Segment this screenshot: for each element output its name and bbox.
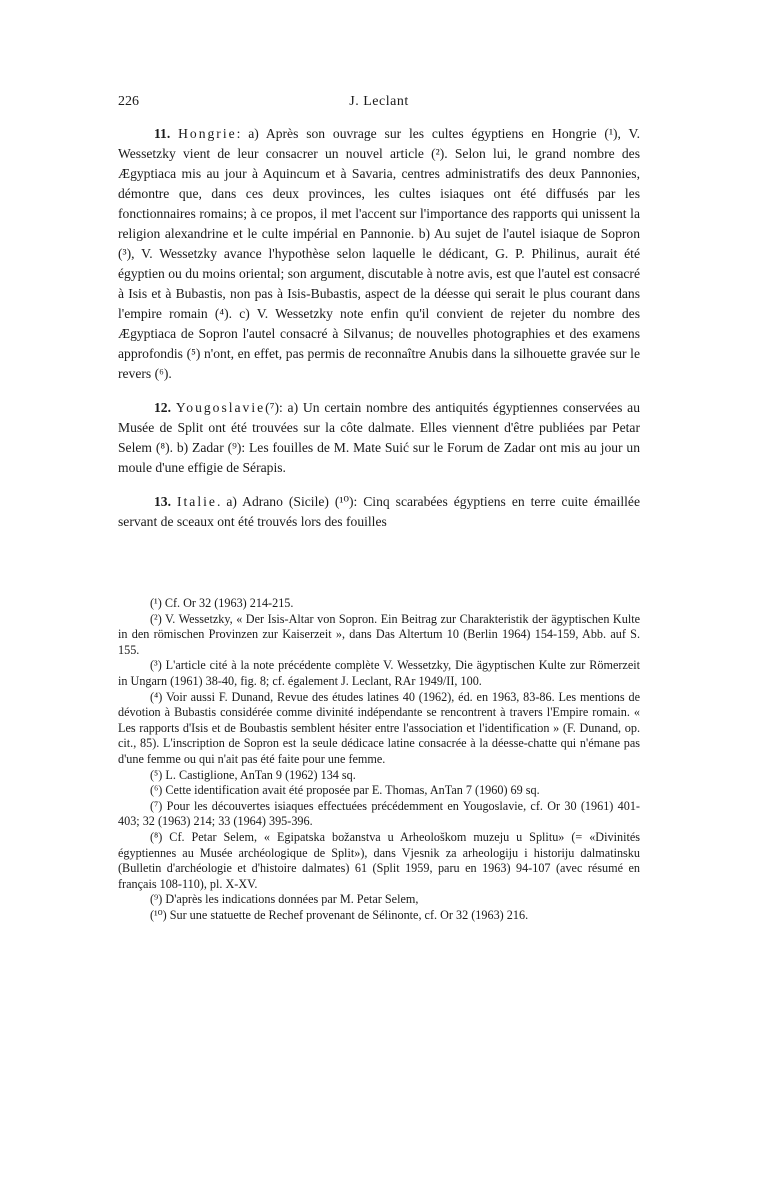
- footnote-5: (⁵) L. Castiglione, AnTan 9 (1962) 134 sq.: [150, 767, 356, 782]
- footnotes: [118, 596, 640, 923]
- section-text: : a) Après son ouvrage sur les cultes égyptiens en Hongrie (¹), V. Wessetzky vient de leur consacrer un nouvel article (²). Selon lui, le grand nombre des Ægyptiaca mis au jour à Aquincum et à Savaria, centres administratifs des deux Pannonies, démontre que, dans ces deux provinces, les cultes isiaques ont été diffusés par les fonctionnaires romains; à ce propos, il met l'accent sur l'importance des rapports qui unissent la religion alexandrine et le culte impérial en Pannonie. b) Au sujet de l'autel isiaque de Sopron (³), V. Wessetzky avance l'hypothèse selon laquelle le dédicant, G. P. Philinus, aurait été égyptien ou du moins oriental; son argument, discutable à notre avis, est que l'autel est consacré à Isis et à Bubastis, non pas à Isis-Bubastis, aspect de la déesse qui serait le plus courant dans l'empire romain (⁴). c) V. Wessetzky note enfin qu'il convient de rejeter du nombre des Ægyptiaca de Sopron l'autel consacré à Silvanus; de nouvelles photographies et des examens approfondis (⁵) n'ont, en effet, pas permis de reconnaître Anubis dans la silhouette gravée sur le revers (⁶).: [118, 126, 640, 381]
- footnote-7: (⁷) Pour les découvertes isiaques effectuées précédemment en Yougoslavie, cf. Or 30 (1961) 401-403; 32 (1963) 214; 33 (1964) 395-396.: [118, 798, 640, 829]
- footnote-6: (⁶) Cette identification avait été proposée par E. Thomas, AnTan 7 (1960) 69 sq.: [150, 783, 540, 798]
- page-number: 226: [118, 94, 139, 109]
- section-text: . a) Adrano (Sicile) (¹⁰): Cinq scarabées égyptiens en terre cuite émaillée servant de sceaux ont été trouvés lors des fouilles: [118, 494, 640, 529]
- footnote-1: (¹) Cf. Or 32 (1963) 214-215.: [150, 596, 294, 610]
- section-title: Italie: [177, 494, 217, 509]
- section-title: Yougoslavie: [175, 400, 266, 415]
- section-number: 13.: [154, 494, 171, 509]
- section-hongrie: [118, 124, 640, 384]
- footnote-4: (⁴) Voir aussi F. Dunand, Revue des études latines 40 (1962), éd. en 1963, 83-86. Les mentions de dévotion à Bubastis considérée comme divinité indépendante se rencontrent à travers l'Empire romain. « Les rapports d'Isis et de Boubastis semblent hésiter entre l'association et l'identification » (F. Dunand, op. cit., 85). L'inscription de Sopron est la seule dédicace latine consacrée à la déesse-chatte qui n'émane pas d'une femme ou qui n'ait pas été faite pour une femme.: [118, 689, 640, 766]
- body-text: [118, 124, 640, 546]
- section-title: Hongrie: [178, 126, 237, 141]
- footnote-2: (²) V. Wessetzky, « Der Isis-Altar von Sopron. Ein Beitrag zur Charakteristik der ägyptischen Kulte in den römischen Provinzen zur Kaiserzeit », dans Das Altertum 10 (Berlin 1964) 154-159, Abb. auf S. 155.: [118, 611, 640, 657]
- running-title: J. Leclant: [349, 94, 409, 109]
- section-number: 11.: [154, 126, 171, 141]
- section-number: 12.: [154, 400, 171, 415]
- footnote-9: (⁹) D'après les indications données par M. Petar Selem,: [150, 892, 419, 907]
- section-italie: [118, 492, 640, 532]
- page-header: [118, 94, 640, 116]
- section-yougoslavie: [118, 398, 640, 478]
- section-text: (⁷): a) Un certain nombre des antiquités égyptiennes conservées au Musée de Split ont été trouvées sur la côte dalmate. Elles viennent d'être publiées par Petar Selem (⁸). b) Zadar (⁹): Les fouilles de M. Mate Suić sur le Forum de Zadar ont mis au jour un moule d'une effigie de Sérapis.: [118, 400, 640, 475]
- footnote-10: (¹⁰) Sur une statuette de Rechef provenant de Sélinonte, cf. Or 32 (1963) 216.: [150, 907, 529, 922]
- footnote-8: (⁸) Cf. Petar Selem, « Egipatska božanstva u Arheološkom muzeju u Splitu» (= «Divinités égyptiennes au Musée archéologique de Split»), dans Vjesnik za arheologiju i historiju dalmatinsku (Bulletin d'archéologie et d'histoire dalmates) 61 (Split 1959, paru en 1963) 94-107 (avec résumé en français 108-110), pl. X-XV.: [118, 829, 640, 891]
- footnote-3: (³) L'article cité à la note précédente complète V. Wessetzky, Die ägyptischen Kulte zur Römerzeit in Ungarn (1961) 38-40, fig. 8; cf. également J. Leclant, RAr 1949/II, 100.: [118, 658, 640, 688]
